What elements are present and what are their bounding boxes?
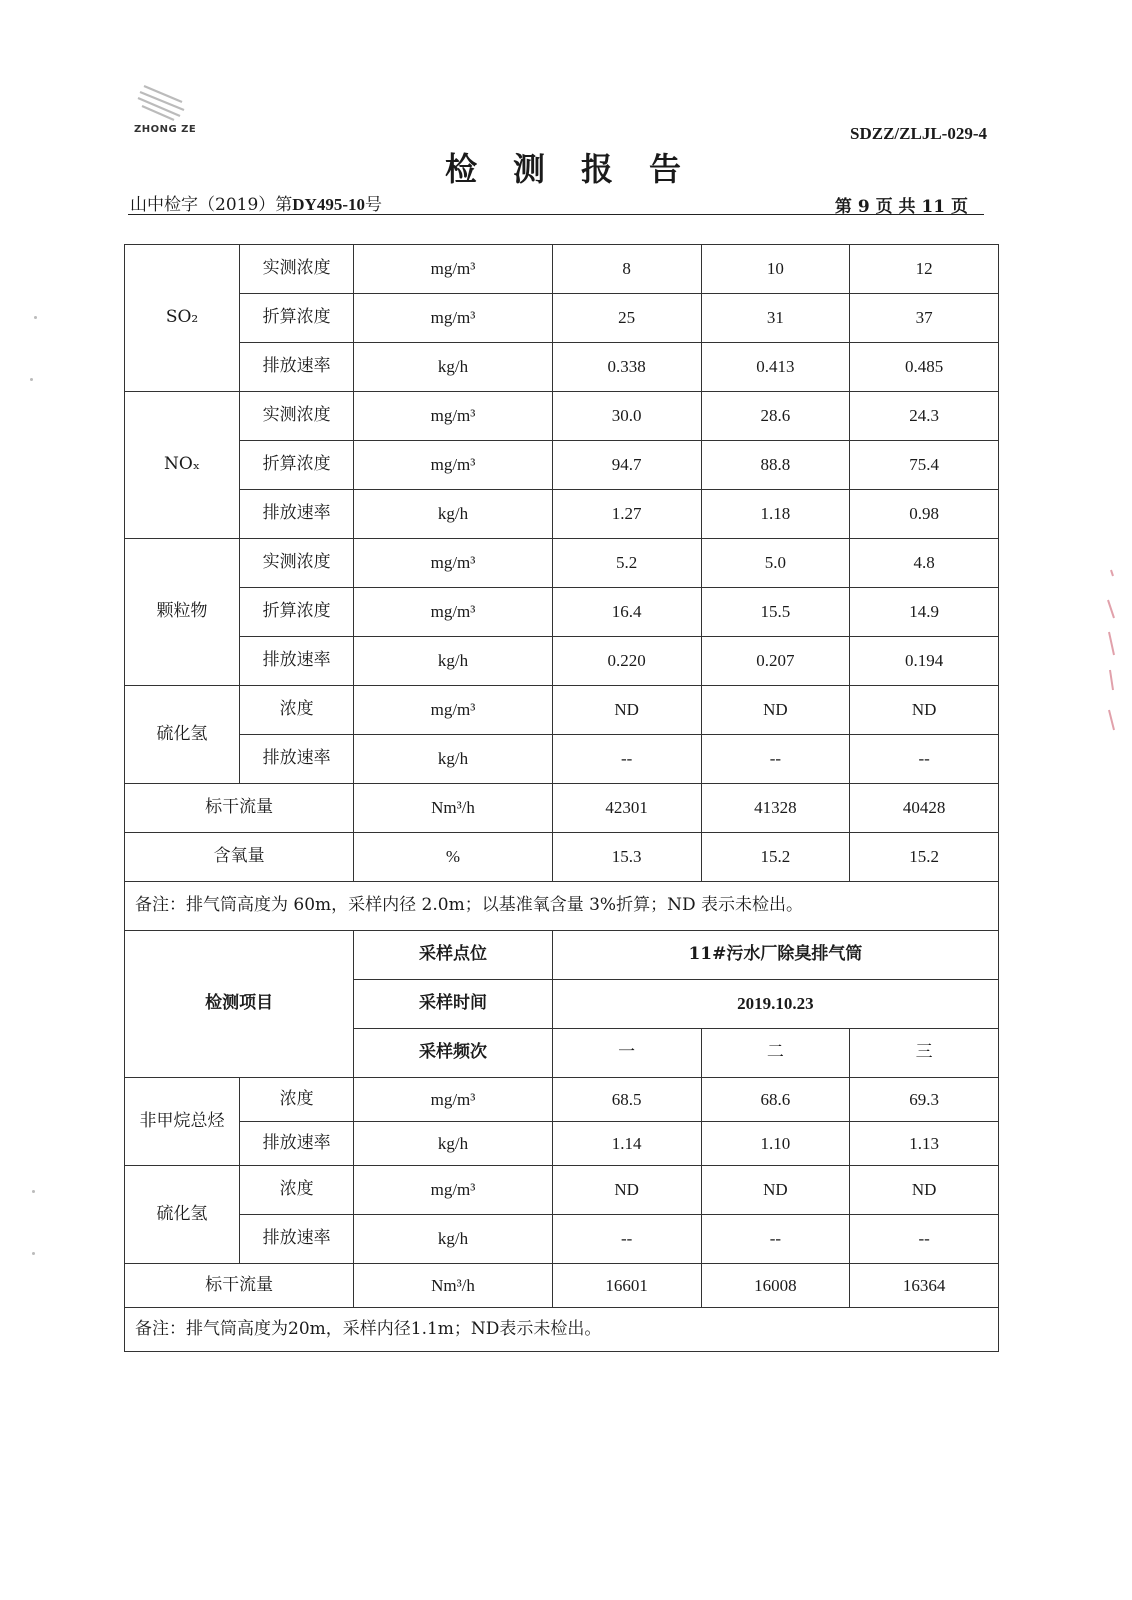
value-cell: ND (701, 686, 850, 735)
company-logo (134, 78, 204, 140)
logo-text: ZHONG ZE (134, 124, 197, 135)
value-cell: 16008 (701, 1264, 850, 1308)
point-value: 11#污水厂除臭排气筒 (552, 931, 998, 980)
freq-label: 采样频次 (354, 1029, 553, 1078)
table-row (125, 735, 999, 784)
value-cell: 0.194 (850, 637, 999, 686)
table-row (125, 392, 999, 441)
scan-speck (34, 316, 37, 319)
report-number-prefix: 山中检字（2019）第 (130, 195, 293, 215)
table-row (125, 539, 999, 588)
table-row (125, 637, 999, 686)
unit-cell: mg/m³ (354, 588, 553, 637)
time-value: 2019.10.23 (552, 980, 998, 1029)
value-cell: 42301 (552, 784, 701, 833)
table-row (125, 245, 999, 294)
flow-label: 标干流量 (125, 1264, 354, 1308)
value-cell: 0.220 (552, 637, 701, 686)
table-row (125, 1308, 999, 1352)
value-cell: 0.98 (850, 490, 999, 539)
value-cell: -- (850, 1215, 999, 1264)
table-row (125, 441, 999, 490)
table-row (125, 1264, 999, 1308)
table-row (125, 343, 999, 392)
unit-cell: mg/m³ (354, 441, 553, 490)
scan-speck (32, 1190, 35, 1193)
group-label-nmhc: 非甲烷总烃 (125, 1078, 240, 1166)
unit-cell: Nm³/h (354, 784, 553, 833)
table-row (125, 490, 999, 539)
group-label-pm: 颗粒物 (125, 539, 240, 686)
value-cell: 5.0 (701, 539, 850, 588)
value-cell: 1.27 (552, 490, 701, 539)
logo-stripes-icon (134, 78, 204, 128)
group-label-so2: SO₂ (125, 245, 240, 392)
unit-cell: mg/m³ (354, 245, 553, 294)
group-label-nox: NOₓ (125, 392, 240, 539)
table-note: 备注：排气筒高度为 60m，采样内径 2.0m；以基准氧含量 3%折算；ND 表示未检出。 (125, 882, 999, 931)
item-cell: 实测浓度 (240, 392, 354, 441)
table-row (125, 294, 999, 343)
value-cell: 30.0 (552, 392, 701, 441)
value-cell: 1.14 (552, 1122, 701, 1166)
value-cell: 88.8 (701, 441, 850, 490)
results-table (124, 244, 999, 1352)
value-cell: ND (850, 686, 999, 735)
item-cell: 排放速率 (240, 637, 354, 686)
value-cell: 0.338 (552, 343, 701, 392)
table-row (125, 1122, 999, 1166)
value-cell: -- (552, 735, 701, 784)
unit-cell: mg/m³ (354, 1166, 553, 1215)
freq-value: 二 (701, 1029, 850, 1078)
report-number-code: DY495-10 (292, 195, 365, 214)
value-cell: 15.5 (701, 588, 850, 637)
value-cell: 12 (850, 245, 999, 294)
item-cell: 排放速率 (240, 1122, 354, 1166)
unit-cell: kg/h (354, 1122, 553, 1166)
unit-cell: kg/h (354, 637, 553, 686)
flow-label: 标干流量 (125, 784, 354, 833)
value-cell: ND (701, 1166, 850, 1215)
value-cell: 69.3 (850, 1078, 999, 1122)
unit-cell: kg/h (354, 735, 553, 784)
value-cell: 15.2 (701, 833, 850, 882)
value-cell: 0.485 (850, 343, 999, 392)
value-cell: ND (850, 1166, 999, 1215)
value-cell: -- (701, 735, 850, 784)
table-note: 备注：排气筒高度为20m，采样内径1.1m；ND表示未检出。 (125, 1308, 999, 1352)
table-row (125, 784, 999, 833)
unit-cell: % (354, 833, 553, 882)
value-cell: 68.5 (552, 1078, 701, 1122)
unit-cell: Nm³/h (354, 1264, 553, 1308)
value-cell: 10 (701, 245, 850, 294)
value-cell: 25 (552, 294, 701, 343)
value-cell: 24.3 (850, 392, 999, 441)
value-cell: 1.18 (701, 490, 850, 539)
value-cell: 28.6 (701, 392, 850, 441)
value-cell: -- (552, 1215, 701, 1264)
value-cell: 14.9 (850, 588, 999, 637)
report-title: 检测报告 (444, 150, 717, 188)
value-cell: 40428 (850, 784, 999, 833)
item-cell: 浓度 (240, 686, 354, 735)
freq-value: 三 (850, 1029, 999, 1078)
value-cell: 68.6 (701, 1078, 850, 1122)
unit-cell: mg/m³ (354, 294, 553, 343)
value-cell: ND (552, 686, 701, 735)
item-cell: 折算浓度 (240, 588, 354, 637)
value-cell: 94.7 (552, 441, 701, 490)
table-row (125, 686, 999, 735)
value-cell: 16601 (552, 1264, 701, 1308)
item-cell: 排放速率 (240, 490, 354, 539)
table-row (125, 1166, 999, 1215)
unit-cell: kg/h (354, 490, 553, 539)
item-cell: 浓度 (240, 1078, 354, 1122)
value-cell: 41328 (701, 784, 850, 833)
unit-cell: mg/m³ (354, 539, 553, 588)
scan-speck (32, 1252, 35, 1255)
form-code: SDZZ/ZLJL-029-4 (850, 124, 987, 143)
freq-value: 一 (552, 1029, 701, 1078)
value-cell: -- (850, 735, 999, 784)
item-cell: 排放速率 (240, 343, 354, 392)
unit-cell: mg/m³ (354, 1078, 553, 1122)
report-number (130, 190, 382, 215)
group-label-h2s: 硫化氢 (125, 686, 240, 784)
value-cell: 16364 (850, 1264, 999, 1308)
value-cell: 15.3 (552, 833, 701, 882)
side-stamp-mark (1104, 560, 1118, 740)
item-cell: 折算浓度 (240, 441, 354, 490)
scan-speck (30, 378, 33, 381)
point-label: 采样点位 (354, 931, 553, 980)
value-cell: 31 (701, 294, 850, 343)
value-cell: 5.2 (552, 539, 701, 588)
value-cell: 8 (552, 245, 701, 294)
value-cell: 1.10 (701, 1122, 850, 1166)
report-number-suffix: 号 (364, 195, 382, 215)
table-row (125, 1078, 999, 1122)
item-header: 检测项目 (125, 931, 354, 1078)
unit-cell: mg/m³ (354, 686, 553, 735)
table-row (125, 882, 999, 931)
value-cell: 1.13 (850, 1122, 999, 1166)
table-row (125, 588, 999, 637)
page-info: 第 9 页 共 11 页 (834, 197, 968, 217)
stamp-fragment-icon (1104, 560, 1118, 740)
item-cell: 排放速率 (240, 735, 354, 784)
time-label: 采样时间 (354, 980, 553, 1029)
item-cell: 排放速率 (240, 1215, 354, 1264)
value-cell: 75.4 (850, 441, 999, 490)
value-cell: 0.413 (701, 343, 850, 392)
table-row (125, 931, 999, 980)
item-cell: 浓度 (240, 1166, 354, 1215)
item-cell: 实测浓度 (240, 539, 354, 588)
group-label-h2s: 硫化氢 (125, 1166, 240, 1264)
unit-cell: kg/h (354, 1215, 553, 1264)
table-row (125, 833, 999, 882)
value-cell: 4.8 (850, 539, 999, 588)
table-row (125, 1215, 999, 1264)
item-cell: 折算浓度 (240, 294, 354, 343)
unit-cell: mg/m³ (354, 392, 553, 441)
value-cell: 15.2 (850, 833, 999, 882)
header-rule (128, 214, 984, 215)
unit-cell: kg/h (354, 343, 553, 392)
value-cell: -- (701, 1215, 850, 1264)
value-cell: 0.207 (701, 637, 850, 686)
oxygen-label: 含氧量 (125, 833, 354, 882)
value-cell: 16.4 (552, 588, 701, 637)
item-cell: 实测浓度 (240, 245, 354, 294)
value-cell: 37 (850, 294, 999, 343)
value-cell: ND (552, 1166, 701, 1215)
